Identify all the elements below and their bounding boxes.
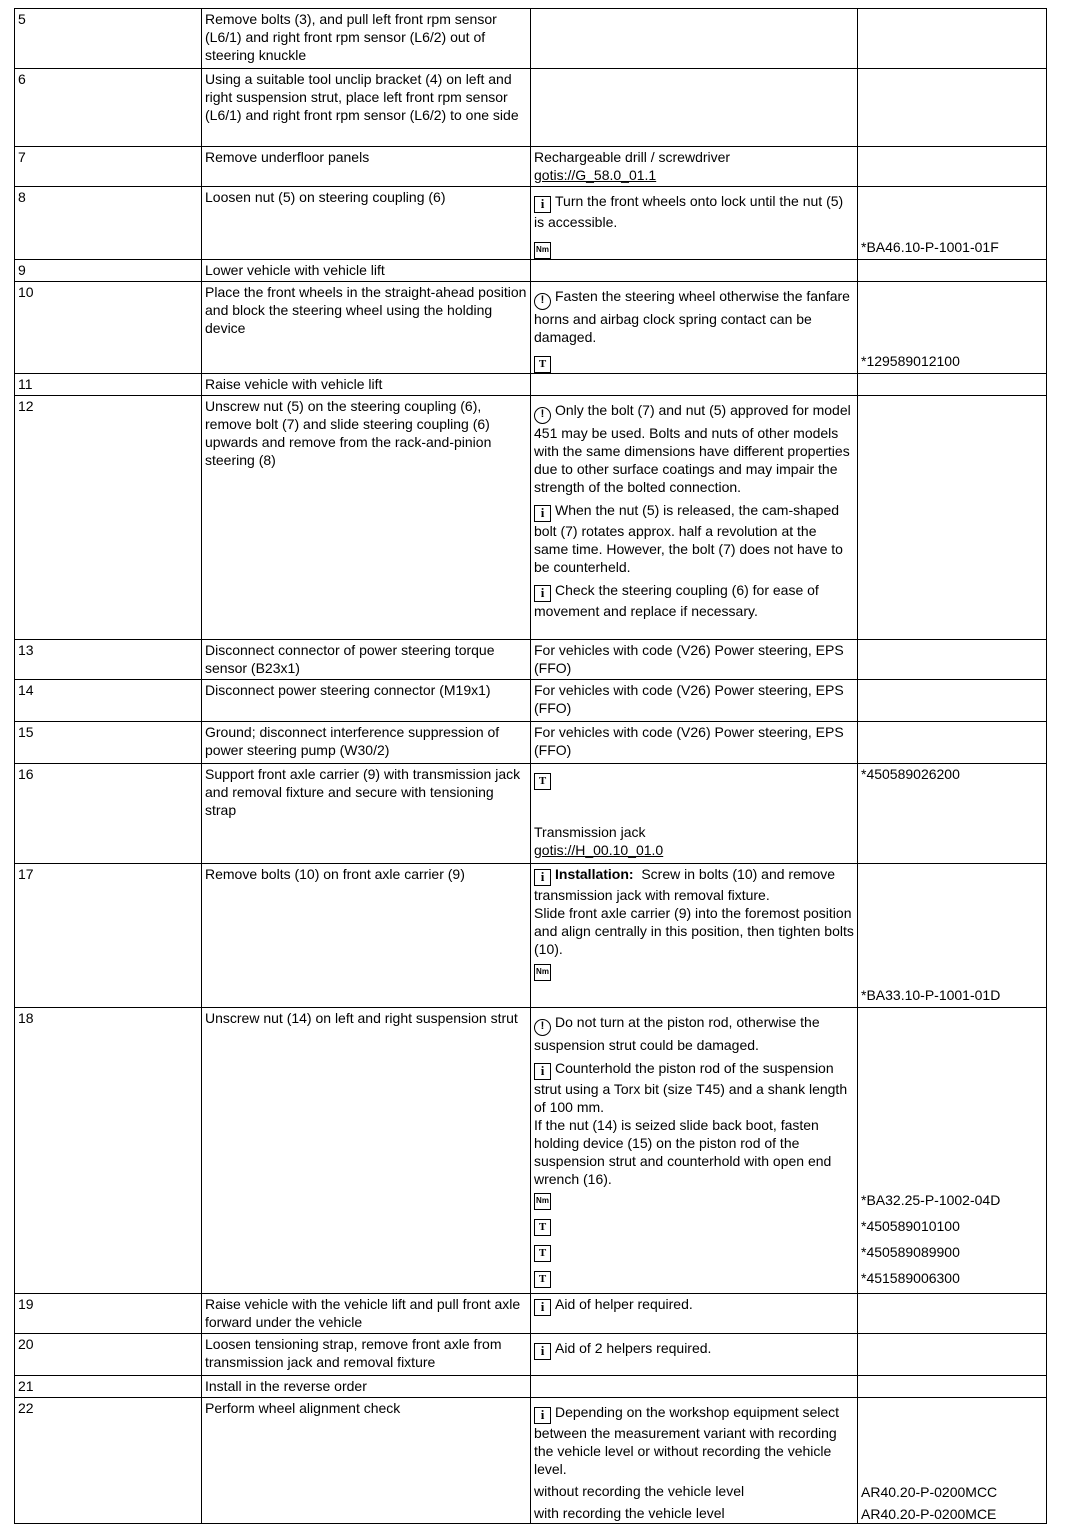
special-tool-icon[interactable]: T [534, 1245, 551, 1262]
table-row [15, 640, 1047, 680]
table-row [15, 260, 1047, 282]
step-notes [531, 864, 858, 1008]
info-text: Screw in bolts (10) and remove transmission jack with removal fixture. [534, 866, 836, 903]
step-ref [858, 722, 1047, 764]
step-notes [531, 396, 858, 640]
step-notes [531, 1334, 858, 1376]
ref-link[interactable]: AR40.20-P-0200MCC [861, 1484, 998, 1500]
table-row [15, 864, 1047, 1008]
warning-text: Only the bolt (7) and nut (5) approved for model 451 may be used. Bolts and nuts of other models with the same dimensions have different properties due to other surface coatings and may impair the strength of the bolted connection. [534, 402, 851, 495]
step-ref [858, 864, 1047, 1008]
step-notes: For vehicles with code (V26) Power steering, EPS (FFO) [531, 640, 858, 680]
info-text: When the nut (5) is released, the cam-shaped bolt (7) rotates approx. half a revolution at the same time. However, the bolt (7) does not have to be counterheld. [534, 502, 843, 575]
step-action: Loosen nut (5) on steering coupling (6) [202, 187, 531, 260]
info-text: Check the steering coupling (6) for ease of movement and replace if necessary. [534, 582, 819, 619]
step-action: Perform wheel alignment check [202, 1398, 531, 1524]
info-icon: i [534, 1063, 551, 1080]
step-number: 16 [15, 764, 202, 864]
special-tool-icon[interactable]: T [534, 356, 551, 373]
gotis-link[interactable]: gotis://G_58.0_01.1 [534, 167, 657, 183]
step-action: Unscrew nut (14) on left and right suspension strut [202, 1008, 531, 1294]
installation-label: Installation: [555, 866, 634, 882]
table-row [15, 680, 1047, 722]
step-notes: For vehicles with code (V26) Power steering, EPS (FFO) [531, 722, 858, 764]
warning-icon: ! [534, 407, 551, 424]
step-ref [858, 147, 1047, 187]
tool-text: Rechargeable drill / screwdriver [534, 149, 731, 165]
step-ref [858, 1008, 1047, 1294]
option-text: without recording the vehicle level [534, 1483, 745, 1499]
info-text: Aid of helper required. [555, 1296, 693, 1312]
warning-text: Do not turn at the piston rod, otherwise the suspension strut could be damaged. [534, 1014, 820, 1053]
info-text: Aid of 2 helpers required. [555, 1340, 712, 1356]
ref-link[interactable]: *129589012100 [861, 353, 960, 369]
table-row [15, 282, 1047, 374]
info-icon: i [534, 505, 551, 522]
table-row [15, 1376, 1047, 1398]
warning-icon: ! [534, 293, 551, 310]
info-text-extra: Slide front axle carrier (9) into the foremost position and align centrally in this position, then tighten bolts (10). [534, 905, 854, 957]
ref-link[interactable]: *450589026200 [861, 766, 960, 782]
step-action: Disconnect connector of power steering torque sensor (B23x1) [202, 640, 531, 680]
step-notes [531, 187, 858, 260]
step-notes [531, 147, 858, 187]
table-row [15, 396, 1047, 640]
step-action: Using a suitable tool unclip bracket (4) on left and right suspension strut, place left front rpm sensor (L6/1) and right front rpm sensor (L6/2) to one side [202, 69, 531, 147]
step-notes [531, 1398, 858, 1524]
step-action: Lower vehicle with vehicle lift [202, 260, 531, 282]
step-action: Raise vehicle with vehicle lift [202, 374, 531, 396]
step-number: 13 [15, 640, 202, 680]
step-notes [531, 1008, 858, 1294]
step-number: 8 [15, 187, 202, 260]
step-number: 10 [15, 282, 202, 374]
step-notes [531, 69, 858, 147]
ref-link[interactable]: *450589089900 [861, 1244, 960, 1260]
step-ref [858, 1376, 1047, 1398]
option-text: with recording the vehicle level [534, 1505, 725, 1521]
step-ref [858, 9, 1047, 69]
step-notes [531, 374, 858, 396]
step-ref [858, 187, 1047, 260]
step-number: 21 [15, 1376, 202, 1398]
step-number: 5 [15, 9, 202, 69]
step-action: Support front axle carrier (9) with transmission jack and removal fixture and secure with tensioning strap [202, 764, 531, 864]
step-ref [858, 1398, 1047, 1524]
info-icon: i [534, 1407, 551, 1424]
step-ref [858, 374, 1047, 396]
special-tool-icon[interactable]: T [534, 1219, 551, 1236]
step-action: Remove underfloor panels [202, 147, 531, 187]
ref-link[interactable]: *BA33.10-P-1001-01D [861, 987, 1001, 1003]
special-tool-icon[interactable]: T [534, 773, 551, 790]
table-row [15, 1334, 1047, 1376]
step-number: 7 [15, 147, 202, 187]
info-text: Counterhold the piston rod of the suspension strut using a Torx bit (size T45) and a shank length of 100 mm. [534, 1060, 848, 1115]
step-number: 11 [15, 374, 202, 396]
info-text: Depending on the workshop equipment select between the measurement variant with recording the vehicle level or without recording the vehicle level. [534, 1404, 840, 1477]
step-action: Raise vehicle with the vehicle lift and pull front axle forward under the vehicle [202, 1294, 531, 1334]
info-icon: i [534, 1299, 551, 1316]
step-ref [858, 764, 1047, 864]
step-number: 12 [15, 396, 202, 640]
step-action: Ground; disconnect interference suppression of power steering pump (W30/2) [202, 722, 531, 764]
step-number: 20 [15, 1334, 202, 1376]
step-action: Loosen tensioning strap, remove front axle from transmission jack and removal fixture [202, 1334, 531, 1376]
table-row [15, 187, 1047, 260]
step-ref [858, 396, 1047, 640]
torque-icon[interactable]: Nm [534, 964, 551, 981]
info-icon: i [534, 869, 551, 886]
table-row [15, 374, 1047, 396]
ref-link[interactable]: *450589010100 [861, 1218, 960, 1234]
step-action: Remove bolts (10) on front axle carrier (9) [202, 864, 531, 1008]
info-icon: i [534, 1343, 551, 1360]
table-row [15, 1398, 1047, 1524]
table-row [15, 764, 1047, 864]
step-number: 9 [15, 260, 202, 282]
special-tool-icon[interactable]: T [534, 1271, 551, 1288]
step-notes [531, 1376, 858, 1398]
info-icon: i [534, 585, 551, 602]
tool-text: Transmission jack [534, 824, 646, 840]
ref-link[interactable]: *BA32.25-P-1002-04D [861, 1192, 1001, 1208]
step-action: Place the front wheels in the straight-ahead position and block the steering wheel using the holding device [202, 282, 531, 374]
step-number: 6 [15, 69, 202, 147]
step-ref [858, 260, 1047, 282]
step-ref [858, 640, 1047, 680]
info-text-extra: If the nut (14) is seized slide back boot, fasten holding device (15) on the piston rod of the suspension strut and counterhold with open end wrench (16). [534, 1117, 832, 1187]
ref-link[interactable]: *451589006300 [861, 1270, 960, 1286]
step-number: 22 [15, 1398, 202, 1524]
step-notes [531, 1294, 858, 1334]
warning-icon: ! [534, 1019, 551, 1036]
torque-icon[interactable]: Nm [534, 242, 551, 259]
step-number: 19 [15, 1294, 202, 1334]
gotis-link[interactable]: gotis://H_00.10_01.0 [534, 842, 664, 858]
step-ref [858, 69, 1047, 147]
info-text: Turn the front wheels onto lock until the nut (5) is accessible. [534, 193, 844, 230]
step-action: Install in the reverse order [202, 1376, 531, 1398]
table-row [15, 1008, 1047, 1294]
warning-text: Fasten the steering wheel otherwise the fanfare horns and airbag clock spring contact can be damaged. [534, 288, 850, 345]
step-ref [858, 1294, 1047, 1334]
step-notes: For vehicles with code (V26) Power steering, EPS (FFO) [531, 680, 858, 722]
table-row [15, 69, 1047, 147]
step-notes [531, 282, 858, 374]
step-action: Disconnect power steering connector (M19x1) [202, 680, 531, 722]
step-ref [858, 680, 1047, 722]
step-number: 15 [15, 722, 202, 764]
step-action: Unscrew nut (5) on the steering coupling (6), remove bolt (7) and slide steering coupling (6) upwards and remove from the rack-and-pinion steering (8) [202, 396, 531, 640]
step-number: 18 [15, 1008, 202, 1294]
torque-icon[interactable]: Nm [534, 1193, 551, 1210]
table-row [15, 147, 1047, 187]
ref-link[interactable]: *BA46.10-P-1001-01F [861, 239, 999, 255]
step-notes [531, 260, 858, 282]
ref-link[interactable]: AR40.20-P-0200MCE [861, 1506, 997, 1522]
step-notes [531, 9, 858, 69]
table-row [15, 1294, 1047, 1334]
step-ref [858, 282, 1047, 374]
step-number: 14 [15, 680, 202, 722]
table-row [15, 9, 1047, 69]
info-icon: i [534, 196, 551, 213]
step-number: 17 [15, 864, 202, 1008]
step-ref [858, 1334, 1047, 1376]
table-row [15, 722, 1047, 764]
step-action: Remove bolts (3), and pull left front rpm sensor (L6/1) and right front rpm sensor (L6/2) out of steering knuckle [202, 9, 531, 69]
step-notes [531, 764, 858, 864]
procedure-table [14, 8, 1047, 1524]
